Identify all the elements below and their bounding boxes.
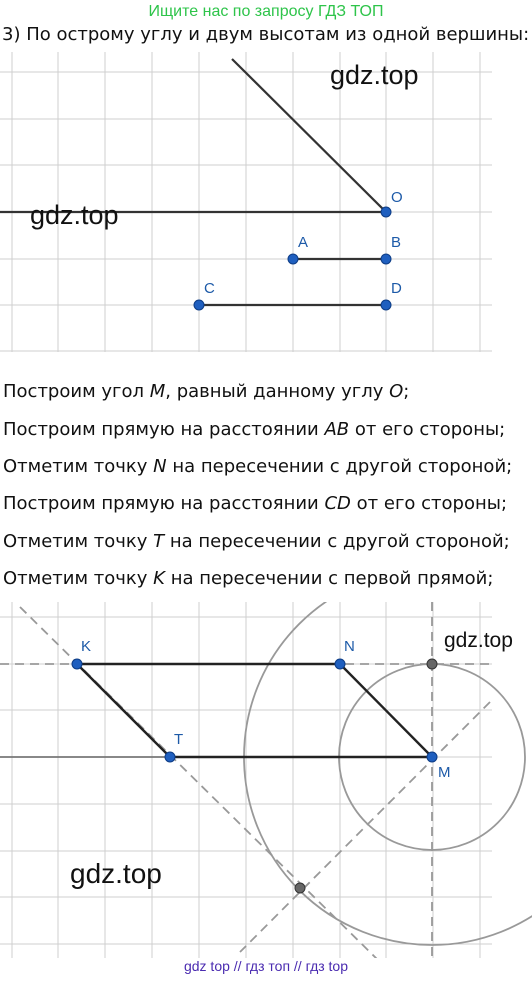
point-aux-bottom (295, 883, 305, 893)
step-line: Построим прямую на расстоянии AB от его стороны; (3, 419, 506, 440)
label-a: A (298, 234, 309, 251)
step-line: Отметим точку N на пересечении с другой стороной; (3, 456, 513, 477)
point-t (165, 752, 175, 762)
label-o: O (391, 189, 403, 206)
label-k: K (81, 638, 92, 655)
step-line: Отметим точку T на пересечении с другой стороной; (3, 531, 510, 552)
label-t: T (174, 731, 184, 748)
step-line: Отметим точку K на пересечении с первой прямой; (3, 568, 494, 589)
watermark: gdz.top (444, 629, 513, 652)
label-d: D (391, 280, 402, 297)
point-o (381, 207, 391, 217)
point-b (381, 254, 391, 264)
label-b: B (391, 234, 402, 251)
point-n (335, 659, 345, 669)
figure-2 (0, 602, 532, 958)
step-line: Построим угол M, равный данному углу O; (3, 381, 410, 402)
label-c: C (204, 280, 215, 297)
footer-links: gdz top // гдз топ // гдз top (183, 958, 349, 974)
arc-large (244, 602, 532, 945)
label-n: N (344, 638, 355, 655)
point-k (72, 659, 82, 669)
point-c (194, 300, 204, 310)
point-d (381, 300, 391, 310)
point-aux-top (427, 659, 437, 669)
point-a (288, 254, 298, 264)
dashed-diag-2 (240, 702, 490, 952)
task-heading: 3) По острому углу и двум высотам из одной вершины: (2, 24, 530, 45)
search-banner: Ищите нас по запросу ГДЗ ТОП (148, 3, 384, 20)
step-line: Построим прямую на расстоянии CD от его стороны; (3, 493, 508, 514)
watermark: gdz.top (70, 858, 162, 889)
watermark: gdz.top (330, 60, 419, 90)
point-m (427, 752, 437, 762)
watermark: gdz.top (30, 200, 119, 230)
label-m: M (438, 764, 451, 781)
